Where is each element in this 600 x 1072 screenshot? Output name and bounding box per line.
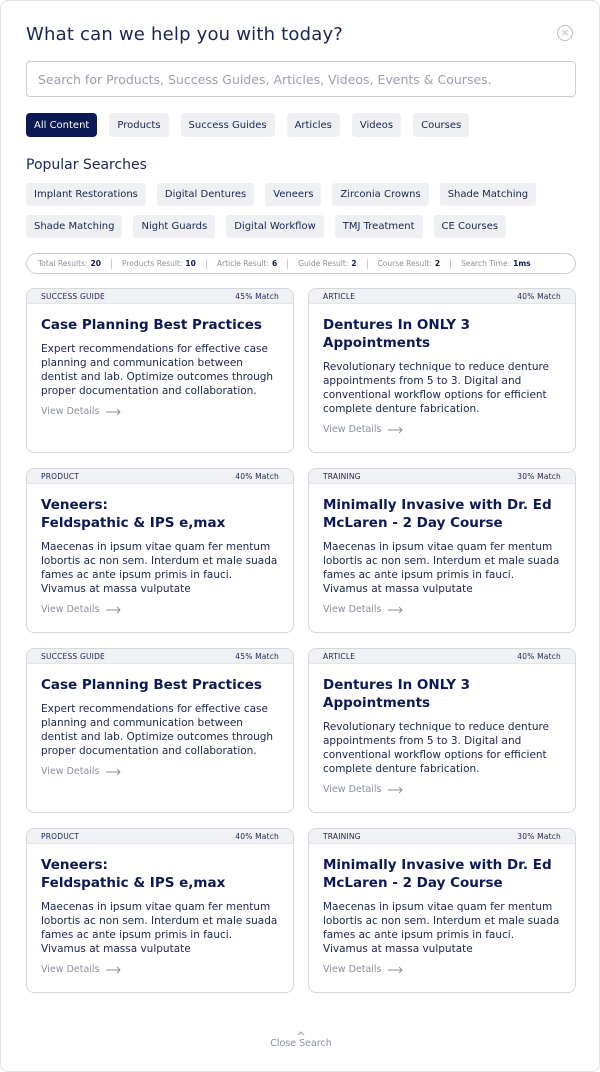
- divider: [206, 259, 207, 269]
- view-details-label: View Details: [41, 964, 100, 975]
- filter-products[interactable]: Products: [109, 113, 168, 137]
- divider: [111, 259, 112, 269]
- card-category: PRODUCT: [41, 831, 80, 841]
- stat-courses: Course Result: 2: [377, 259, 441, 268]
- content-filters: [26, 113, 574, 137]
- card-title: Case Planning Best Practices: [41, 677, 262, 693]
- card-title: Minimally Invasive with Dr. Ed McLaren - 2 Day Course: [323, 497, 552, 531]
- result-card[interactable]: [26, 828, 294, 993]
- card-match: 30% Match: [517, 471, 561, 481]
- popular-search-chip[interactable]: Shade Matching: [26, 215, 122, 238]
- view-details-link[interactable]: [323, 604, 404, 615]
- card-category: PRODUCT: [41, 471, 80, 481]
- search-input[interactable]: [26, 61, 576, 97]
- view-details-link[interactable]: [41, 406, 122, 417]
- popular-search-chip[interactable]: Implant Restorations: [26, 183, 146, 206]
- result-card[interactable]: [308, 648, 576, 813]
- stat-articles: Article Result: 6: [216, 259, 278, 268]
- card-match: 30% Match: [517, 831, 561, 841]
- page-title: What can we help you with today?: [26, 24, 344, 45]
- card-category: ARTICLE: [323, 651, 356, 661]
- popular-search-chip[interactable]: Night Guards: [133, 215, 215, 238]
- popular-search-chip[interactable]: Zirconia Crowns: [332, 183, 428, 206]
- view-details-label: View Details: [323, 424, 382, 435]
- popular-search-chip[interactable]: TMJ Treatment: [335, 215, 423, 238]
- view-details-label: View Details: [41, 604, 100, 615]
- filter-articles[interactable]: Articles: [287, 113, 340, 137]
- arrow-right-icon: [106, 768, 122, 776]
- view-details-label: View Details: [323, 964, 382, 975]
- result-card[interactable]: [308, 288, 576, 453]
- search-stats-bar: [26, 253, 576, 274]
- card-match: 40% Match: [235, 471, 279, 481]
- stat-search-time: Search Time: 1ms: [461, 259, 531, 268]
- card-description: Maecenas in ipsum vitae quam fer mentum lobortis ac non sem. Interdum et male suada fames ac ante ipsum primis in fauci. Vivamus at massa vulputate: [41, 541, 278, 595]
- stat-search-time-value: 1ms: [513, 259, 531, 268]
- card-category: SUCCESS GUIDE: [41, 651, 105, 661]
- stat-articles-value: 6: [272, 259, 278, 268]
- arrow-right-icon: [106, 408, 122, 416]
- filter-videos[interactable]: Videos: [352, 113, 401, 137]
- filter-all-content[interactable]: All Content: [26, 113, 97, 137]
- card-header: [309, 469, 575, 484]
- card-description: Maecenas in ipsum vitae quam fer mentum lobortis ac non sem. Interdum et male suada fames ac ante ipsum primis in fauci. Vivamus at massa vulputate: [323, 541, 560, 595]
- stat-products: Products Result: 10: [121, 259, 196, 268]
- card-category: TRAINING: [323, 471, 361, 481]
- card-header: [309, 289, 575, 304]
- popular-search-chip[interactable]: Digital Workflow: [226, 215, 324, 238]
- card-title: Veneers: Feldspathic & IPS e,max: [41, 497, 226, 531]
- divider: [450, 259, 451, 269]
- card-title: Case Planning Best Practices: [41, 317, 262, 333]
- card-title: Dentures In ONLY 3 Appointments: [323, 677, 471, 711]
- chevron-up-icon: [297, 1031, 305, 1036]
- card-title: Dentures In ONLY 3 Appointments: [323, 317, 471, 351]
- popular-search-chip[interactable]: Shade Matching: [440, 183, 536, 206]
- card-header: [27, 289, 293, 304]
- stat-products-value: 10: [185, 259, 196, 268]
- panel-header: [26, 1, 574, 61]
- card-match: 40% Match: [517, 651, 561, 661]
- result-card[interactable]: [308, 468, 576, 633]
- card-title: Minimally Invasive with Dr. Ed McLaren - 2 Day Course: [323, 857, 552, 891]
- result-card[interactable]: [308, 828, 576, 993]
- view-details-label: View Details: [323, 784, 382, 795]
- stat-total: Total Results: 20: [38, 259, 101, 268]
- card-header: [309, 829, 575, 844]
- card-description: Revolutionary technique to reduce denture appointments from 5 to 3. Digital and conventional workflow options for efficient complete denture fabrication.: [323, 361, 550, 415]
- popular-search-chip[interactable]: CE Courses: [434, 215, 507, 238]
- card-description: Maecenas in ipsum vitae quam fer mentum lobortis ac non sem. Interdum et male suada fames ac ante ipsum primis in fauci. Vivamus at massa vulputate: [323, 901, 560, 955]
- card-match: 40% Match: [517, 291, 561, 301]
- arrow-right-icon: [388, 966, 404, 974]
- stat-guides-value: 2: [351, 259, 357, 268]
- close-search-label: Close Search: [270, 1038, 332, 1049]
- stat-total-value: 20: [90, 259, 101, 268]
- card-match: 40% Match: [235, 831, 279, 841]
- arrow-right-icon: [388, 786, 404, 794]
- popular-searches: [26, 183, 546, 238]
- popular-search-chip[interactable]: Veneers: [265, 183, 321, 206]
- card-description: Revolutionary technique to reduce denture appointments from 5 to 3. Digital and conventional workflow options for efficient complete denture fabrication.: [323, 721, 550, 775]
- filter-courses[interactable]: Courses: [413, 113, 469, 137]
- result-card[interactable]: [26, 288, 294, 453]
- card-match: 45% Match: [235, 651, 279, 661]
- result-card[interactable]: [26, 648, 294, 813]
- arrow-right-icon: [106, 606, 122, 614]
- card-category: SUCCESS GUIDE: [41, 291, 105, 301]
- card-match: 45% Match: [235, 291, 279, 301]
- view-details-link[interactable]: [323, 784, 404, 795]
- view-details-label: View Details: [323, 604, 382, 615]
- arrow-right-icon: [388, 426, 404, 434]
- close-icon[interactable]: ×: [557, 25, 573, 41]
- arrow-right-icon: [106, 966, 122, 974]
- card-header: [27, 469, 293, 484]
- popular-search-chip[interactable]: Digital Dentures: [157, 183, 254, 206]
- card-title: Veneers: Feldspathic & IPS e,max: [41, 857, 226, 891]
- stat-guides: Guide Result: 2: [298, 259, 357, 268]
- view-details-link[interactable]: [41, 766, 122, 777]
- results-grid: [26, 288, 574, 993]
- view-details-label: View Details: [41, 406, 100, 417]
- view-details-link[interactable]: [41, 604, 122, 615]
- card-description: Maecenas in ipsum vitae quam fer mentum lobortis ac non sem. Interdum et male suada fames ac ante ipsum primis in fauci. Vivamus at massa vulputate: [41, 901, 278, 955]
- view-details-link[interactable]: [323, 964, 404, 975]
- card-header: [309, 649, 575, 664]
- card-header: [27, 649, 293, 664]
- popular-searches-heading: Popular Searches: [26, 157, 147, 173]
- view-details-link[interactable]: [323, 424, 404, 435]
- stat-courses-value: 2: [434, 259, 441, 268]
- card-category: TRAINING: [323, 831, 361, 841]
- card-description: Expert recommendations for effective case planning and communication between dentist and lab. Optimize outcomes through proper documentation and collaboration.: [41, 343, 274, 397]
- result-card[interactable]: [26, 468, 294, 633]
- divider: [287, 259, 288, 269]
- view-details-link[interactable]: [41, 964, 122, 975]
- close-search-button[interactable]: [1, 1031, 600, 1049]
- filter-success-guides[interactable]: Success Guides: [181, 113, 275, 137]
- card-header: [27, 829, 293, 844]
- card-category: ARTICLE: [323, 291, 356, 301]
- divider: [367, 259, 368, 269]
- arrow-right-icon: [388, 606, 404, 614]
- card-description: Expert recommendations for effective case planning and communication between dentist and lab. Optimize outcomes through proper documentation and collaboration.: [41, 703, 274, 757]
- view-details-label: View Details: [41, 766, 100, 777]
